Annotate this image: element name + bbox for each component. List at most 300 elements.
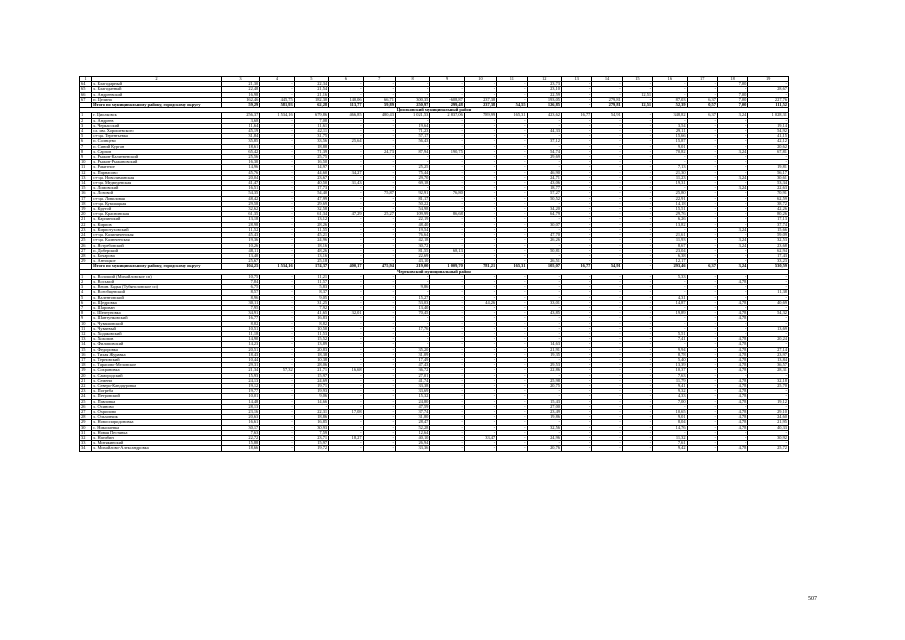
table-cell: - — [497, 389, 527, 394]
table-cell: - — [561, 357, 591, 362]
table-cell: 16 — [80, 191, 92, 196]
table-cell: - — [363, 87, 395, 92]
section-title: Чертковский муниципальный район — [80, 269, 789, 274]
table-cell: 7 — [80, 305, 92, 310]
table-cell: 35,85 — [221, 139, 259, 144]
table-cell: 30 — [80, 425, 92, 430]
table-cell: - — [687, 248, 717, 253]
table-cell: - — [717, 326, 747, 331]
table-cell: - — [748, 82, 789, 87]
table-cell: - — [430, 92, 464, 97]
table-cell: - — [430, 170, 464, 175]
table-cell: - — [260, 123, 294, 128]
table-cell: 19,64 — [395, 123, 429, 128]
table-cell: - — [363, 394, 395, 399]
table-cell: - — [464, 415, 496, 420]
table-cell: - — [329, 233, 363, 238]
table-cell: - — [592, 134, 622, 139]
table-cell: - — [363, 363, 395, 368]
table-cell: 22,91 — [653, 196, 687, 201]
table-cell: - — [687, 352, 717, 357]
table-cell: - — [561, 217, 591, 222]
table-cell: - — [622, 305, 652, 310]
table-cell: 21,30 — [653, 170, 687, 175]
table-cell: - — [329, 378, 363, 383]
table-cell: 113,77 — [329, 103, 363, 108]
table-cell: - — [561, 103, 591, 108]
table-cell: 1 028,31 — [748, 113, 789, 118]
table-cell: - — [363, 415, 395, 420]
table-cell: - — [561, 331, 591, 336]
table-cell: - — [497, 212, 527, 217]
table-cell: 19,93 — [294, 389, 328, 394]
table-cell: - — [430, 331, 464, 336]
table-cell: - — [329, 238, 363, 243]
table-cell: 26 — [80, 404, 92, 409]
table-cell: - — [622, 207, 652, 212]
table-cell: - — [329, 191, 363, 196]
table-cell: - — [717, 285, 747, 290]
table-cell: 182,30 — [294, 97, 328, 102]
table-cell: - — [260, 170, 294, 175]
table-cell: - — [329, 253, 363, 258]
table-cell: - — [592, 170, 622, 175]
table-cell: - — [622, 279, 652, 284]
table-cell: - — [329, 243, 363, 248]
table-cell: - — [561, 378, 591, 383]
locality-name-cell: с. Тарасово-Меловское — [92, 363, 222, 368]
table-cell: - — [687, 118, 717, 123]
table-cell: - — [329, 129, 363, 134]
table-cell: - — [561, 222, 591, 227]
table-cell: - — [622, 253, 652, 258]
table-cell: - — [687, 144, 717, 149]
table-cell: - — [622, 87, 652, 92]
table-cell: 15 — [80, 186, 92, 191]
table-cell: - — [497, 175, 527, 180]
locality-name-cell: х. Чувашовский — [92, 321, 222, 326]
table-cell: - — [561, 305, 591, 310]
table-cell: 15,93 — [221, 373, 259, 378]
table-cell: 4 — [80, 290, 92, 295]
table-cell: 22,31 — [294, 410, 328, 415]
table-cell: 31,75 — [294, 134, 328, 139]
table-cell: - — [260, 337, 294, 342]
table-cell: - — [717, 274, 747, 279]
table-cell: 2 837,06 — [430, 113, 464, 118]
table-cell: - — [464, 259, 496, 264]
table-cell: - — [329, 134, 363, 139]
table-cell: - — [622, 430, 652, 435]
table-cell: 17 — [80, 357, 92, 362]
table-cell: 30,61 — [748, 175, 789, 180]
table-cell: 11,79 — [653, 378, 687, 383]
table-cell: 24,80 — [395, 399, 429, 404]
table-cell: - — [592, 352, 622, 357]
table-cell: - — [430, 123, 464, 128]
locality-name-cell: х. Северо-Кандауровка — [92, 383, 222, 388]
table-cell: 6,26 — [653, 217, 687, 222]
table-cell: - — [464, 238, 496, 243]
table-cell: 11,38 — [748, 290, 789, 295]
table-cell: 27,01 — [395, 373, 429, 378]
table-cell: - — [497, 357, 527, 362]
table-cell: - — [363, 196, 395, 201]
table-cell: - — [622, 196, 652, 201]
table-cell: 34 — [80, 446, 92, 451]
table-cell: - — [430, 160, 464, 165]
table-cell: - — [260, 144, 294, 149]
table-cell: 59,89 — [363, 103, 395, 108]
table-cell: - — [260, 363, 294, 368]
table-cell: 25,56 — [221, 155, 259, 160]
table-cell: - — [363, 420, 395, 425]
table-cell: - — [464, 399, 496, 404]
table-cell: - — [329, 165, 363, 170]
table-cell: - — [430, 368, 464, 373]
table-cell: 7,13 — [653, 165, 687, 170]
table-cell: - — [430, 87, 464, 92]
table-cell: 32,58 — [294, 207, 328, 212]
table-cell: - — [561, 311, 591, 316]
table-cell: - — [622, 446, 652, 451]
table-cell: - — [687, 165, 717, 170]
table-cell: 43,85 — [527, 311, 561, 316]
table-cell: 237,38 — [464, 97, 496, 102]
table-cell: - — [622, 300, 652, 305]
locality-name-cell: с. Николаевка — [92, 425, 222, 430]
table-cell: 43,06 — [527, 181, 561, 186]
table-cell: - — [430, 430, 464, 435]
table-cell: - — [717, 123, 747, 128]
table-cell: - — [687, 134, 717, 139]
table-cell: - — [497, 446, 527, 451]
table-cell: 789,99 — [464, 113, 496, 118]
table-cell: - — [592, 300, 622, 305]
table-cell: - — [497, 217, 527, 222]
table-cell: - — [561, 238, 591, 243]
table-cell: - — [464, 170, 496, 175]
table-cell: 15,87 — [653, 139, 687, 144]
column-header: 1 — [80, 77, 92, 82]
table-cell: - — [260, 326, 294, 331]
table-cell: 11 — [80, 165, 92, 170]
table-cell: 57,32 — [260, 368, 294, 373]
table-cell: 15,88 — [221, 441, 259, 446]
table-cell: 7 — [80, 144, 92, 149]
table-cell: - — [622, 342, 652, 347]
table-cell: 33,01 — [527, 300, 561, 305]
table-cell: - — [260, 227, 294, 232]
table-cell: - — [430, 316, 464, 321]
table-cell: 12 — [80, 170, 92, 175]
table-cell: - — [329, 227, 363, 232]
table-cell: 15 — [80, 347, 92, 352]
table-cell: - — [497, 326, 527, 331]
column-header: 7 — [363, 77, 395, 82]
table-cell: - — [561, 207, 591, 212]
table-cell: - — [363, 222, 395, 227]
table-cell: - — [260, 243, 294, 248]
table-cell: 16,61 — [221, 420, 259, 425]
table-cell: - — [497, 300, 527, 305]
table-cell: - — [653, 87, 687, 92]
table-cell: - — [329, 118, 363, 123]
table-cell: 8,04 — [653, 420, 687, 425]
table-cell: - — [622, 347, 652, 352]
table-cell: 71,23 — [395, 129, 429, 134]
table-cell: - — [687, 446, 717, 451]
table-cell: 47,99 — [294, 196, 328, 201]
table-cell: - — [497, 404, 527, 409]
table-cell: - — [260, 274, 294, 279]
table-cell: - — [687, 383, 717, 388]
table-cell: - — [561, 129, 591, 134]
table-cell: - — [363, 207, 395, 212]
table-cell: - — [497, 399, 527, 404]
locality-name-cell: п. Целина — [92, 97, 222, 102]
table-cell: - — [527, 217, 561, 222]
table-cell: 165,31 — [497, 113, 527, 118]
table-cell: - — [260, 92, 294, 97]
table-cell: - — [329, 446, 363, 451]
table-cell: - — [260, 129, 294, 134]
table-cell: - — [497, 97, 527, 102]
table-cell: - — [592, 155, 622, 160]
table-cell: 14,63 — [527, 342, 561, 347]
locality-name-cell: х. Новоспиридоновка — [92, 420, 222, 425]
table-cell: 20 — [80, 212, 92, 217]
table-cell: - — [561, 259, 591, 264]
table-cell: - — [395, 92, 429, 97]
table-cell: 15,27 — [395, 295, 429, 300]
table-cell: - — [363, 165, 395, 170]
table-cell: 32,53 — [748, 238, 789, 243]
table-cell: 28,47 — [395, 420, 429, 425]
table-cell: - — [464, 274, 496, 279]
table-cell: 33,47 — [464, 436, 496, 441]
table-cell: 16,50 — [294, 160, 328, 165]
table-cell: - — [430, 233, 464, 238]
table-cell: - — [622, 373, 652, 378]
table-cell: 19,72 — [294, 446, 328, 451]
table-cell: - — [622, 186, 652, 191]
table-cell: - — [329, 321, 363, 326]
table-cell: - — [527, 144, 561, 149]
table-cell: - — [687, 92, 717, 97]
table-cell: - — [464, 149, 496, 154]
table-cell: - — [464, 357, 496, 362]
column-header: 10 — [464, 77, 496, 82]
table-cell: - — [260, 436, 294, 441]
table-cell: - — [527, 420, 561, 425]
table-cell: - — [430, 290, 464, 295]
table-cell: - — [329, 337, 363, 342]
table-cell: - — [464, 316, 496, 321]
table-cell: - — [363, 373, 395, 378]
table-cell: - — [260, 425, 294, 430]
table-cell: - — [260, 149, 294, 154]
table-cell: - — [687, 368, 717, 373]
table-cell: - — [497, 285, 527, 290]
table-cell: - — [653, 290, 687, 295]
table-cell: - — [561, 181, 591, 186]
table-cell: - — [561, 149, 591, 154]
table-cell: - — [687, 87, 717, 92]
table-cell: - — [363, 181, 395, 186]
table-cell: - — [561, 363, 591, 368]
table-cell: - — [363, 311, 395, 316]
table-cell: - — [260, 357, 294, 362]
table-cell: - — [464, 129, 496, 134]
table-cell: 22 — [80, 383, 92, 388]
table-cell: 30,07 — [527, 222, 561, 227]
table-cell: - — [497, 253, 527, 258]
table-cell: 54,98 — [395, 207, 429, 212]
table-cell: 4,78 — [717, 279, 747, 284]
table-cell: - — [622, 331, 652, 336]
table-cell: - — [653, 316, 687, 321]
table-cell: 15,97 — [294, 373, 328, 378]
table-cell: - — [687, 259, 717, 264]
locality-name-cell: с. Тихая Журавка — [92, 352, 222, 357]
table-cell: - — [687, 389, 717, 394]
table-cell: - — [329, 399, 363, 404]
table-cell: - — [497, 123, 527, 128]
table-cell: 8,67 — [653, 243, 687, 248]
table-cell: - — [687, 399, 717, 404]
table-cell: - — [653, 155, 687, 160]
table-cell: 10,65 — [653, 410, 687, 415]
table-cell: - — [497, 441, 527, 446]
table-cell: - — [363, 118, 395, 123]
locality-name-cell: х. Рыжов-Калитвенский — [92, 155, 222, 160]
table-cell: 10,50 — [294, 326, 328, 331]
table-cell: 41,74 — [395, 378, 429, 383]
table-cell: 30,17 — [221, 425, 259, 430]
table-cell: 32,01 — [329, 311, 363, 316]
locality-name-cell: х. Андреевский — [92, 92, 222, 97]
table-cell: - — [497, 321, 527, 326]
table-cell: 26,51 — [527, 259, 561, 264]
locality-name-cell: х. Погреба — [92, 389, 222, 394]
locality-name-cell: х. Андреев — [92, 118, 222, 123]
table-cell: - — [592, 425, 622, 430]
table-cell: 32,18 — [748, 378, 789, 383]
table-cell: - — [592, 191, 622, 196]
table-cell: - — [430, 227, 464, 232]
table-row — [80, 446, 789, 451]
table-cell: 3,24 — [717, 238, 747, 243]
table-cell: - — [527, 253, 561, 258]
table-cell: - — [717, 201, 747, 206]
table-cell: - — [260, 295, 294, 300]
table-cell: 19,81 — [748, 165, 789, 170]
table-cell: 38,72 — [748, 201, 789, 206]
table-cell: 37,74 — [395, 410, 429, 415]
table-cell: 54,91 — [592, 113, 622, 118]
table-cell: 4,78 — [717, 368, 747, 373]
table-cell: 530,59 — [748, 264, 789, 269]
table-cell: 57,27 — [527, 191, 561, 196]
table-cell: - — [260, 155, 294, 160]
table-cell: - — [687, 155, 717, 160]
table-cell: - — [748, 331, 789, 336]
table-cell: 22,48 — [221, 87, 259, 92]
table-cell: - — [622, 264, 652, 269]
table-cell: 20,83 — [294, 347, 328, 352]
table-cell: 25 — [80, 399, 92, 404]
table-cell: 4,78 — [717, 383, 747, 388]
table-cell: - — [622, 238, 652, 243]
locality-name-cell: х. Сохрановка — [92, 368, 222, 373]
table-cell: 1 009,70 — [430, 264, 464, 269]
table-cell: 25,27 — [363, 212, 395, 217]
table-cell: 10,44 — [221, 357, 259, 362]
table-cell: 11,18 — [221, 331, 259, 336]
table-cell: - — [260, 430, 294, 435]
table-cell: 14,18 — [653, 201, 687, 206]
table-cell: - — [748, 321, 789, 326]
table-cell: - — [561, 352, 591, 357]
table-cell: 81,55 — [395, 248, 429, 253]
table-cell: - — [497, 160, 527, 165]
table-cell: 40,10 — [395, 436, 429, 441]
table-cell: 19,36 — [221, 238, 259, 243]
table-cell: 7,95 — [221, 305, 259, 310]
table-cell: 19,12 — [221, 383, 259, 388]
table-cell: 18,38 — [294, 352, 328, 357]
table-cell: 25,80 — [653, 191, 687, 196]
table-cell: 4,78 — [717, 300, 747, 305]
table-cell: - — [592, 394, 622, 399]
table-cell: - — [592, 160, 622, 165]
table-cell: - — [430, 441, 464, 446]
table-cell: - — [527, 430, 561, 435]
table-cell: 4,78 — [717, 425, 747, 430]
table-cell: - — [561, 248, 591, 253]
table-cell: 27,00 — [527, 404, 561, 409]
table-cell: 8,96 — [221, 295, 259, 300]
table-cell: 14,96 — [221, 165, 259, 170]
table-body — [80, 77, 789, 452]
table-cell: - — [527, 290, 561, 295]
table-cell: - — [717, 155, 747, 160]
table-cell: 66,71 — [363, 97, 395, 102]
table-cell: - — [687, 149, 717, 154]
locality-name-cell: х. Рыжов-Рыжановский — [92, 160, 222, 165]
table-cell: - — [561, 155, 591, 160]
table-cell: - — [464, 87, 496, 92]
table-cell: - — [527, 118, 561, 123]
table-cell: - — [260, 300, 294, 305]
table-cell: - — [497, 170, 527, 175]
table-cell: 25,18 — [294, 259, 328, 264]
table-cell: 18,27 — [329, 436, 363, 441]
table-cell: 19,54 — [395, 227, 429, 232]
table-cell: 42,11 — [294, 129, 328, 134]
table-cell: 10,01 — [221, 394, 259, 399]
table-cell: 11,53 — [294, 331, 328, 336]
table-cell: - — [717, 191, 747, 196]
table-cell: - — [430, 243, 464, 248]
table-cell: - — [464, 155, 496, 160]
table-cell: - — [294, 404, 328, 409]
table-cell: - — [592, 321, 622, 326]
table-cell: - — [497, 305, 527, 310]
table-cell: 27 — [80, 410, 92, 415]
locality-name-cell: х. Митякинский — [92, 441, 222, 446]
